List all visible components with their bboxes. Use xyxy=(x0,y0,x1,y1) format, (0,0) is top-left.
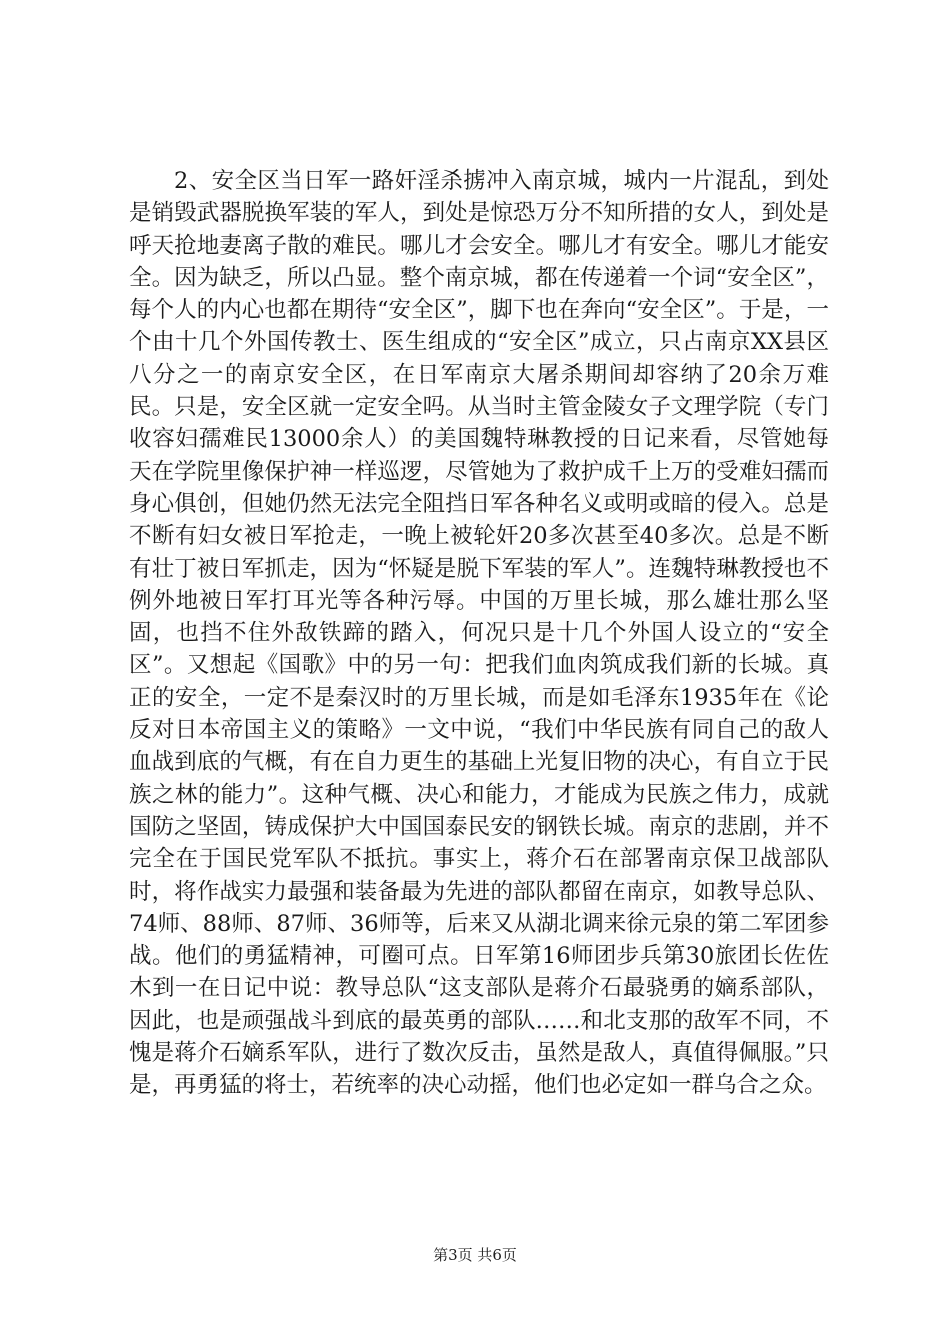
page-number-footer: 第3页 共6页 xyxy=(433,1246,517,1264)
body-paragraph: 2、安全区当日军一路奸淫杀掳冲入南京城，城内一片混乱，到处是销毁武器脱换军装的军人，到处是惊恐万分不知所措的女人，到处是呼天抢地妻离子散的难民。哪儿才会安全。哪儿才有安全。哪儿才能安全。因为缺乏，所以凸显。整个南京城，都在传递着一个词“安全区”，每个人的内心也都在期待“安全区”，脚下也在奔向“安全区”。于是，一个由十几个外国传教士、医生组成的“安全区”成立，只占南京XX县区八分之一的南京安全区，在日军南京大屠杀期间却容纳了20余万难民。只是，安全区就一定安全吗。从当时主管金陵女子文理学院（专门收容妇孺难民13000余人）的美国魏特琳教授的日记来看，尽管她每天在学院里像保护神一样巡逻，尽管她为了救护成千上万的受难妇孺而身心俱创，但她仍然无法完全阻挡日军各种名义或明或暗的侵入。总是不断有妇女被日军抢走，一晚上被轮奸20多次甚至40多次。总是不断有壮丁被日军抓走，因为“怀疑是脱下军装的军人”。连魏特琳教授也不例外地被日军打耳光等各种污辱。中国的万里长城，那么雄壮那么坚固，也挡不住外敌铁蹄的踏入，何况只是十几个外国人设立的“安全区”。又想起《国歌》中的另一句：把我们血肉筑成我们新的长城。真正的安全，一定不是秦汉时的万里长城，而是如毛泽东1935年在《论反对日本帝国主义的策略》一文中说，“我们中华民族有同自己的敌人血战到底的气概，有在自力更生的基础上光复旧物的决心，有自立于民族之林的能力”。这种气概、决心和能力，才能成为民族之伟力，成就国防之坚固，铸成保护大中国国泰民安的钢铁长城。南京的悲剧，并不完全在于国民党军队不抵抗。事实上，蒋介石在部署南京保卫战部队时，将作战实力最强和装备最为先进的部队都留在南京，如教导总队、74师、88师、87师、36师等，后来又从湖北调来徐元泉的第二军团参战。他们的勇猛精神，可圈可点。日军第16师团步兵第30旅团长佐佐木到一在日记中说：教导总队“这支部队是蒋介石最骁勇的嫡系部队，因此，也是顽强战斗到底的最英勇的部队……和北支那的敌军不同，不愧是蒋介石嫡系军队，进行了数次反击，虽然是敌人，真值得佩服。”只是，再勇猛的将士，若统率的决心动摇，他们也必定如一群乌合之众。 xyxy=(129,168,829,1099)
